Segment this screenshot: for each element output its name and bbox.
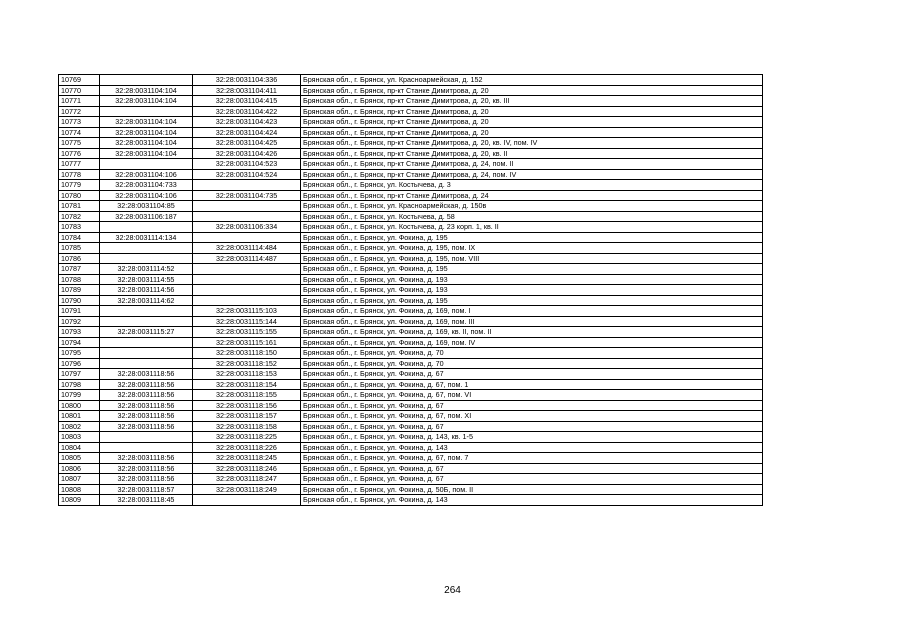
parcel-cadastral-number-cell [100,243,193,254]
row-number-cell: 10799 [59,390,100,401]
object-cadastral-number-cell: 32:28:0031118:157 [193,411,301,422]
object-cadastral-number-cell [193,264,301,275]
row-number-cell: 10774 [59,127,100,138]
table-row [59,474,763,485]
row-number-cell: 10779 [59,180,100,191]
address-cell: Брянская обл., г. Брянск, ул. Фокина, д. 67, пом. VI [301,390,763,401]
table-row [59,484,763,495]
object-cadastral-number-cell: 32:28:0031118:226 [193,442,301,453]
address-cell: Брянская обл., г. Брянск, пр-кт Станке Димитрова, д. 20 [301,127,763,138]
table-row [59,337,763,348]
table-row [59,295,763,306]
object-cadastral-number-cell [193,274,301,285]
parcel-cadastral-number-cell: 32:28:0031104:104 [100,85,193,96]
address-cell: Брянская обл., г. Брянск, ул. Фокина, д. 67 [301,421,763,432]
parcel-cadastral-number-cell: 32:28:0031104:104 [100,127,193,138]
row-number-cell: 10770 [59,85,100,96]
object-cadastral-number-cell: 32:28:0031114:484 [193,243,301,254]
table-row [59,222,763,233]
parcel-cadastral-number-cell [100,442,193,453]
parcel-cadastral-number-cell [100,253,193,264]
parcel-cadastral-number-cell [100,348,193,359]
parcel-cadastral-number-cell: 32:28:0031118:56 [100,421,193,432]
table-row [59,180,763,191]
row-number-cell: 10802 [59,421,100,432]
parcel-cadastral-number-cell [100,432,193,443]
parcel-cadastral-number-cell [100,306,193,317]
table-row [59,253,763,264]
address-cell: Брянская обл., г. Брянск, ул. Костычева, д. 58 [301,211,763,222]
row-number-cell: 10794 [59,337,100,348]
parcel-cadastral-number-cell: 32:28:0031118:56 [100,463,193,474]
object-cadastral-number-cell: 32:28:0031104:425 [193,138,301,149]
object-cadastral-number-cell: 32:28:0031115:155 [193,327,301,338]
parcel-cadastral-number-cell: 32:28:0031114:52 [100,264,193,275]
object-cadastral-number-cell [193,232,301,243]
row-number-cell: 10787 [59,264,100,275]
address-cell: Брянская обл., г. Брянск, ул. Красноармейская, д. 152 [301,75,763,86]
object-cadastral-number-cell [193,295,301,306]
table-row [59,495,763,506]
parcel-cadastral-number-cell: 32:28:0031118:56 [100,379,193,390]
row-number-cell: 10785 [59,243,100,254]
parcel-cadastral-number-cell: 32:28:0031114:134 [100,232,193,243]
address-cell: Брянская обл., г. Брянск, пр-кт Станке Димитрова, д. 24, пом. II [301,159,763,170]
object-cadastral-number-cell: 32:28:0031104:426 [193,148,301,159]
table-row [59,169,763,180]
address-cell: Брянская обл., г. Брянск, пр-кт Станке Димитрова, д. 20, кв. II [301,148,763,159]
parcel-cadastral-number-cell [100,75,193,86]
object-cadastral-number-cell: 32:28:0031118:225 [193,432,301,443]
object-cadastral-number-cell: 32:28:0031118:158 [193,421,301,432]
address-cell: Брянская обл., г. Брянск, ул. Фокина, д. 169, пом. I [301,306,763,317]
parcel-cadastral-number-cell: 32:28:0031106:187 [100,211,193,222]
parcel-cadastral-number-cell: 32:28:0031104:104 [100,138,193,149]
address-cell: Брянская обл., г. Брянск, пр-кт Станке Димитрова, д. 20 [301,106,763,117]
parcel-cadastral-number-cell [100,222,193,233]
address-cell: Брянская обл., г. Брянск, ул. Фокина, д. 143, кв. 1-5 [301,432,763,443]
table-row [59,232,763,243]
object-cadastral-number-cell [193,201,301,212]
object-cadastral-number-cell: 32:28:0031104:523 [193,159,301,170]
address-cell: Брянская обл., г. Брянск, ул. Фокина, д. 67 [301,369,763,380]
object-cadastral-number-cell: 32:28:0031118:156 [193,400,301,411]
row-number-cell: 10795 [59,348,100,359]
address-cell: Брянская обл., г. Брянск, ул. Фокина, д. 67 [301,400,763,411]
row-number-cell: 10773 [59,117,100,128]
parcel-cadastral-number-cell: 32:28:0031118:56 [100,474,193,485]
table-row [59,127,763,138]
table-row [59,211,763,222]
parcel-cadastral-number-cell [100,106,193,117]
row-number-cell: 10786 [59,253,100,264]
parcel-cadastral-number-cell: 32:28:0031114:56 [100,285,193,296]
object-cadastral-number-cell: 32:28:0031114:487 [193,253,301,264]
table-row [59,358,763,369]
row-number-cell: 10780 [59,190,100,201]
row-number-cell: 10777 [59,159,100,170]
object-cadastral-number-cell: 32:28:0031118:249 [193,484,301,495]
address-cell: Брянская обл., г. Брянск, ул. Фокина, д. 193 [301,274,763,285]
address-cell: Брянская обл., г. Брянск, пр-кт Станке Димитрова, д. 24, пом. IV [301,169,763,180]
address-cell: Брянская обл., г. Брянск, ул. Фокина, д. 195, пом. IX [301,243,763,254]
parcel-cadastral-number-cell: 32:28:0031104:104 [100,117,193,128]
parcel-cadastral-number-cell: 32:28:0031114:62 [100,295,193,306]
row-number-cell: 10800 [59,400,100,411]
object-cadastral-number-cell: 32:28:0031106:334 [193,222,301,233]
row-number-cell: 10798 [59,379,100,390]
table-row [59,285,763,296]
table-row [59,369,763,380]
row-number-cell: 10805 [59,453,100,464]
address-cell: Брянская обл., г. Брянск, ул. Фокина, д. 67, пом. XI [301,411,763,422]
table-row [59,453,763,464]
address-cell: Брянская обл., г. Брянск, пр-кт Станке Димитрова, д. 20 [301,85,763,96]
row-number-cell: 10784 [59,232,100,243]
table-row [59,201,763,212]
table-row [59,442,763,453]
object-cadastral-number-cell [193,180,301,191]
address-cell: Брянская обл., г. Брянск, ул. Красноармейская, д. 150в [301,201,763,212]
row-number-cell: 10769 [59,75,100,86]
parcel-cadastral-number-cell: 32:28:0031115:27 [100,327,193,338]
object-cadastral-number-cell: 32:28:0031104:423 [193,117,301,128]
parcel-cadastral-number-cell: 32:28:0031114:55 [100,274,193,285]
table-row [59,390,763,401]
table-row [59,190,763,201]
table-row [59,264,763,275]
table-row [59,243,763,254]
table-row [59,117,763,128]
page-number: 264 [444,585,461,596]
table-row [59,411,763,422]
row-number-cell: 10801 [59,411,100,422]
object-cadastral-number-cell: 32:28:0031104:336 [193,75,301,86]
object-cadastral-number-cell: 32:28:0031115:144 [193,316,301,327]
table-row [59,327,763,338]
parcel-cadastral-number-cell: 32:28:0031104:85 [100,201,193,212]
object-cadastral-number-cell: 32:28:0031115:103 [193,306,301,317]
parcel-cadastral-number-cell: 32:28:0031118:56 [100,453,193,464]
address-cell: Брянская обл., г. Брянск, ул. Фокина, д. 195 [301,232,763,243]
address-cell: Брянская обл., г. Брянск, ул. Фокина, д. 143 [301,442,763,453]
address-cell: Брянская обл., г. Брянск, ул. Фокина, д. 70 [301,358,763,369]
table-body [59,75,763,506]
object-cadastral-number-cell: 32:28:0031118:154 [193,379,301,390]
address-cell: Брянская обл., г. Брянск, ул. Фокина, д. 67, пом. 7 [301,453,763,464]
object-cadastral-number-cell: 32:28:0031118:152 [193,358,301,369]
table-row [59,463,763,474]
table-row [59,75,763,86]
parcel-cadastral-number-cell: 32:28:0031118:56 [100,400,193,411]
object-cadastral-number-cell [193,285,301,296]
object-cadastral-number-cell [193,495,301,506]
records-table [58,74,763,506]
row-number-cell: 10781 [59,201,100,212]
address-cell: Брянская обл., г. Брянск, ул. Фокина, д. 70 [301,348,763,359]
row-number-cell: 10803 [59,432,100,443]
object-cadastral-number-cell: 32:28:0031118:247 [193,474,301,485]
row-number-cell: 10797 [59,369,100,380]
address-cell: Брянская обл., г. Брянск, ул. Фокина, д. 193 [301,285,763,296]
parcel-cadastral-number-cell: 32:28:0031104:104 [100,96,193,107]
row-number-cell: 10791 [59,306,100,317]
table-row [59,159,763,170]
address-cell: Брянская обл., г. Брянск, ул. Фокина, д. 67 [301,474,763,485]
row-number-cell: 10771 [59,96,100,107]
address-cell: Брянская обл., г. Брянск, ул. Фокина, д. 169, пом. III [301,316,763,327]
parcel-cadastral-number-cell: 32:28:0031118:56 [100,411,193,422]
row-number-cell: 10788 [59,274,100,285]
table-row [59,306,763,317]
table-row [59,400,763,411]
object-cadastral-number-cell: 32:28:0031104:424 [193,127,301,138]
address-cell: Брянская обл., г. Брянск, ул. Фокина, д. 143 [301,495,763,506]
address-cell: Брянская обл., г. Брянск, ул. Фокина, д. 195 [301,264,763,275]
row-number-cell: 10790 [59,295,100,306]
table-row [59,432,763,443]
parcel-cadastral-number-cell: 32:28:0031118:56 [100,369,193,380]
address-cell: Брянская обл., г. Брянск, ул. Костычева, д. 23 корп. 1, кв. II [301,222,763,233]
table-row [59,85,763,96]
address-cell: Брянская обл., г. Брянск, пр-кт Станке Димитрова, д. 20, кв. IV, пом. IV [301,138,763,149]
address-cell: Брянская обл., г. Брянск, ул. Фокина, д. 195 [301,295,763,306]
object-cadastral-number-cell: 32:28:0031118:155 [193,390,301,401]
row-number-cell: 10778 [59,169,100,180]
row-number-cell: 10807 [59,474,100,485]
address-cell: Брянская обл., г. Брянск, ул. Фокина, д. 195, пом. VIII [301,253,763,264]
row-number-cell: 10809 [59,495,100,506]
row-number-cell: 10796 [59,358,100,369]
object-cadastral-number-cell: 32:28:0031104:411 [193,85,301,96]
row-number-cell: 10793 [59,327,100,338]
address-cell: Брянская обл., г. Брянск, пр-кт Станке Димитрова, д. 24 [301,190,763,201]
parcel-cadastral-number-cell [100,337,193,348]
table-row [59,274,763,285]
object-cadastral-number-cell: 32:28:0031118:153 [193,369,301,380]
row-number-cell: 10782 [59,211,100,222]
address-cell: Брянская обл., г. Брянск, ул. Фокина, д. 67, пом. 1 [301,379,763,390]
parcel-cadastral-number-cell [100,159,193,170]
address-cell: Брянская обл., г. Брянск, ул. Фокина, д. 169, кв. II, пом. II [301,327,763,338]
table-row [59,316,763,327]
parcel-cadastral-number-cell: 32:28:0031104:106 [100,169,193,180]
address-cell: Брянская обл., г. Брянск, пр-кт Станке Димитрова, д. 20, кв. III [301,96,763,107]
object-cadastral-number-cell: 32:28:0031118:246 [193,463,301,474]
table-row [59,379,763,390]
parcel-cadastral-number-cell: 32:28:0031104:106 [100,190,193,201]
row-number-cell: 10789 [59,285,100,296]
object-cadastral-number-cell: 32:28:0031104:422 [193,106,301,117]
row-number-cell: 10804 [59,442,100,453]
table-row [59,421,763,432]
address-cell: Брянская обл., г. Брянск, ул. Фокина, д. 67 [301,463,763,474]
object-cadastral-number-cell: 32:28:0031104:524 [193,169,301,180]
address-cell: Брянская обл., г. Брянск, ул. Фокина, д. 50Б, пом. II [301,484,763,495]
row-number-cell: 10808 [59,484,100,495]
row-number-cell: 10783 [59,222,100,233]
parcel-cadastral-number-cell: 32:28:0031118:56 [100,390,193,401]
address-cell: Брянская обл., г. Брянск, пр-кт Станке Димитрова, д. 20 [301,117,763,128]
object-cadastral-number-cell: 32:28:0031104:735 [193,190,301,201]
table-row [59,106,763,117]
parcel-cadastral-number-cell [100,358,193,369]
parcel-cadastral-number-cell: 32:28:0031104:733 [100,180,193,191]
table-row [59,138,763,149]
row-number-cell: 10775 [59,138,100,149]
row-number-cell: 10772 [59,106,100,117]
object-cadastral-number-cell [193,211,301,222]
row-number-cell: 10792 [59,316,100,327]
row-number-cell: 10806 [59,463,100,474]
object-cadastral-number-cell: 32:28:0031118:150 [193,348,301,359]
parcel-cadastral-number-cell: 32:28:0031118:45 [100,495,193,506]
table-row [59,148,763,159]
parcel-cadastral-number-cell: 32:28:0031118:57 [100,484,193,495]
row-number-cell: 10776 [59,148,100,159]
address-cell: Брянская обл., г. Брянск, ул. Фокина, д. 169, пом. IV [301,337,763,348]
table-row [59,348,763,359]
object-cadastral-number-cell: 32:28:0031118:245 [193,453,301,464]
parcel-cadastral-number-cell [100,316,193,327]
parcel-cadastral-number-cell: 32:28:0031104:104 [100,148,193,159]
object-cadastral-number-cell: 32:28:0031115:161 [193,337,301,348]
address-cell: Брянская обл., г. Брянск, ул. Костычева, д. 3 [301,180,763,191]
table-row [59,96,763,107]
object-cadastral-number-cell: 32:28:0031104:415 [193,96,301,107]
